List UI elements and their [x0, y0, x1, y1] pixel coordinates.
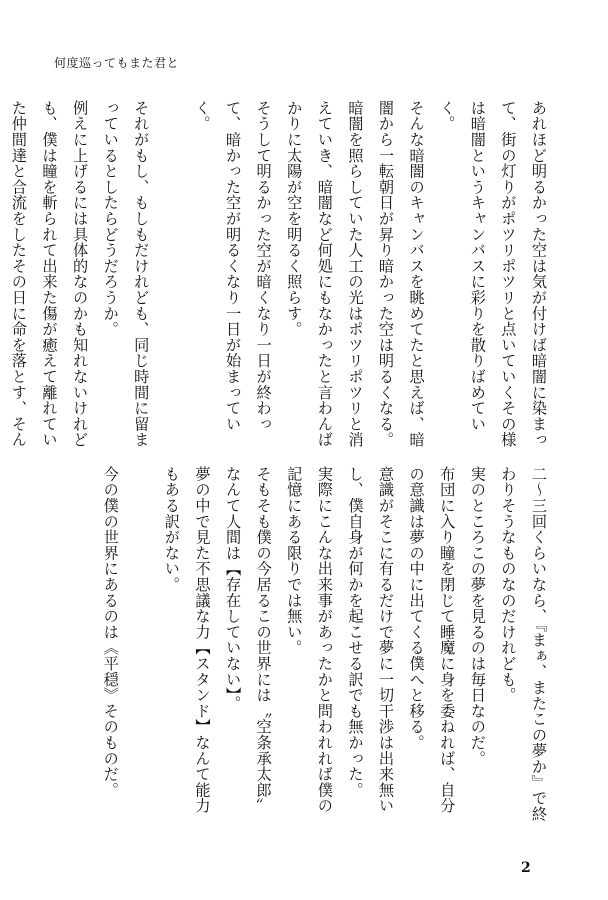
paragraph: そんな暗闇のキャンバスを眺めてたと思えば、暗闇から一転朝日が昇り暗かった空は明るくなる。 — [377, 100, 426, 448]
paragraph: 暗闇を照らしていた人工の光はポツリポツリと消えていき、暗闇など何処にもなかったと言わんばかりに太陽が空を明るく照らす。 — [285, 100, 365, 448]
paragraph: 実のところこの夢を見るのは毎日なのだ。 — [468, 466, 487, 767]
paragraph: それがもし、もしもだけれども、同じ時間に留まっているとしたらどうだろうか。 — [101, 100, 151, 448]
running-title: 何度巡ってもまた君と — [54, 56, 180, 70]
paragraph: 例えに上げるには具体的なのかも知れないけれども、僕は瞳を斬られて出来た傷が癒えて離れていた仲間達と合流をしたその日に命を落とす、そん — [9, 100, 90, 448]
paragraph: 意識がそこに有るだけで夢に一切干渉は出来無いし、僕自身が何かを起こせる訳でも無かった。 — [346, 466, 396, 814]
blank-line — [126, 466, 157, 826]
paragraph: そもそも僕の今居るこの世界には〝空条承太郎〟なんて人間は【存在していない】。 — [224, 466, 273, 814]
paragraph: 実際にこんな出来事があったかと問われれば僕の記憶にある限りでは無い。 — [285, 466, 334, 814]
page-number: 2 — [521, 860, 531, 876]
paragraph: そうして明るかった空が暗くなり一日が終わって、暗かった空が明るくなり一日が始まっていく。 — [193, 100, 273, 432]
lower-text-block — [95, 466, 554, 826]
paragraph: 今の僕の世界にあるのは《平穏》そのものだ。 — [101, 466, 120, 798]
upper-text-block — [0, 100, 554, 456]
paragraph: 夢の中で見た不思議な力【スタンド】なんて能力もある訳がない。 — [162, 466, 212, 814]
blank-line — [156, 100, 187, 456]
paragraph: 布団に入り瞳を閉じて睡魔に身を委ねれば、自分の意識は夢の中に出てくる僕へと移る。 — [407, 466, 457, 814]
paragraph: 二〜三回くらいなら、『まぁ、またこの夢か』で終わりそうなものなのだけれども。 — [499, 466, 548, 822]
paragraph: あれほど明るかった空は気が付けば暗闇に染まって、街の灯りがポツリポツリと点いていくその様は暗闇というキャンバスに彩りを散りばめていく。 — [438, 100, 548, 448]
